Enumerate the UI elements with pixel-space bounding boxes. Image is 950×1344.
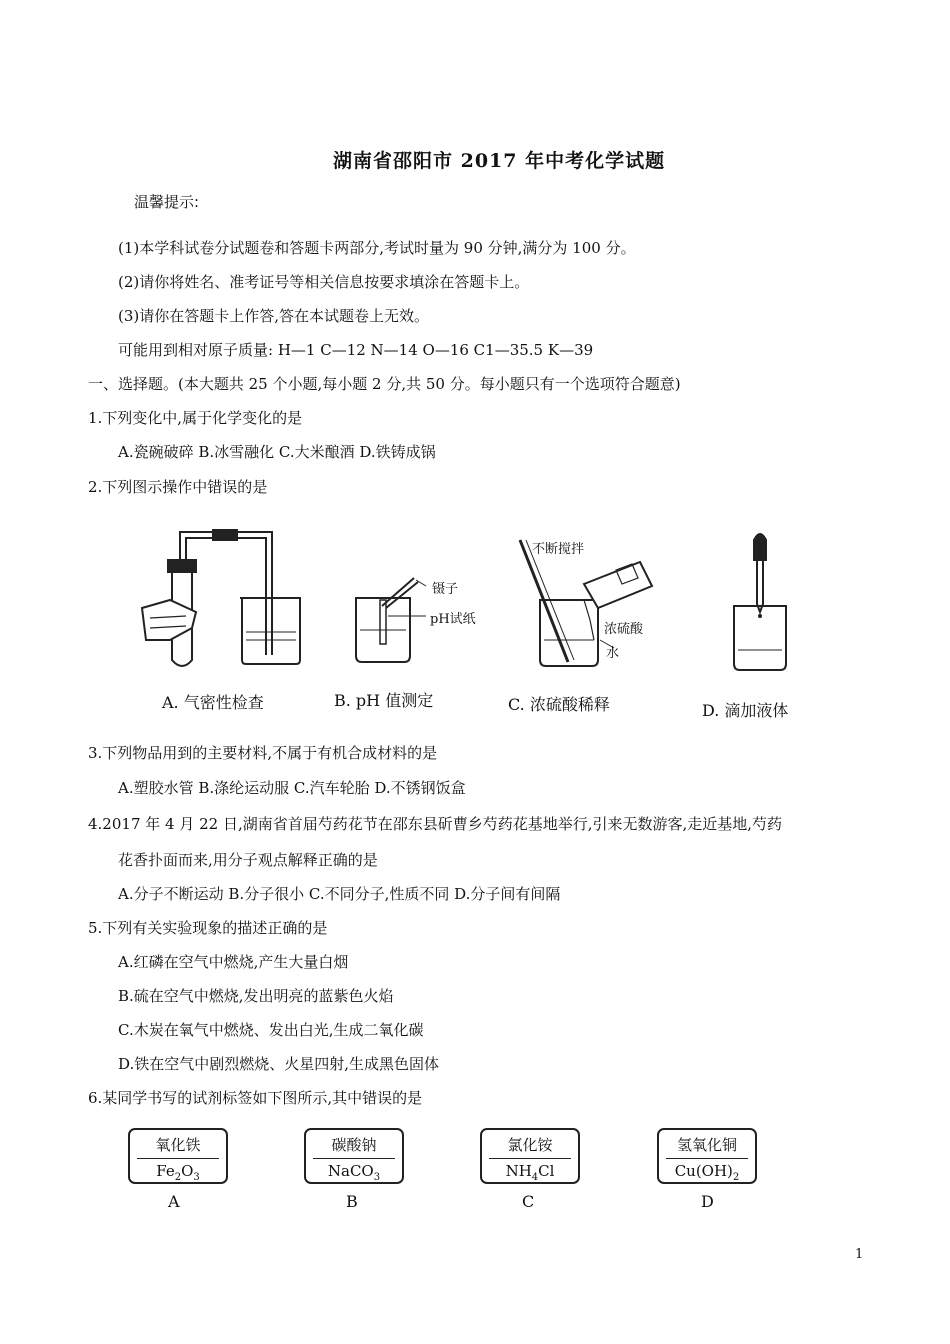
figure-c-dilution (520, 540, 652, 666)
reagent-formula: $Cu(OH)_2$ (674, 1162, 740, 1183)
q4-options: A.分子不断运动 B.分子很小 C.不同分子,性质不同 D.分子间有间隔 (118, 885, 561, 903)
reagent-formula: $NH_4Cl$ (505, 1162, 555, 1183)
figure-d-dropping (734, 534, 786, 670)
tips-heading: 温馨提示: (134, 193, 200, 211)
figure-b-ph-test (356, 578, 426, 662)
q5-option-a: A.红磷在空气中燃烧,产生大量白烟 (118, 953, 349, 971)
reagent-label-c (480, 1128, 580, 1184)
caption-d: D. 滴加液体 (702, 701, 789, 720)
q1-stem: 1.下列变化中,属于化学变化的是 (88, 409, 303, 427)
caption-c: C. 浓硫酸稀释 (508, 695, 610, 714)
reagent-letter-d: D (701, 1192, 714, 1211)
page-number: 1 (855, 1247, 864, 1262)
label-acid: 浓硫酸 (604, 622, 644, 637)
q3-options: A.塑胶水管 B.涤纶运动服 C.汽车轮胎 D.不锈钢饭盒 (118, 779, 466, 797)
caption-a: A. 气密性检查 (162, 693, 264, 712)
reagent-letter-b: B (346, 1192, 358, 1211)
q4-stem-line1: 4.2017 年 4 月 22 日,湖南省首届芍药花节在邵东县斫曹乡芍药花基地举行,引来无数游客,走近基地,芍药 (88, 815, 783, 833)
q6-stem: 6.某同学书写的试剂标签如下图所示,其中错误的是 (88, 1089, 423, 1107)
reagent-name: 氯化铵 (507, 1136, 553, 1154)
label-water: 水 (606, 646, 620, 661)
reagent-label-a (128, 1128, 228, 1184)
reagent-letter-a: A (168, 1192, 180, 1211)
page-title: 湖南省邵阳市 2017 年中考化学试题 (333, 150, 666, 172)
tip-1: (1)本学科试卷分试题卷和答题卡两部分,考试时量为 90 分钟,满分为 100 分。 (118, 239, 636, 257)
reagent-name: 氢氧化铜 (676, 1136, 737, 1154)
reagent-formula: NaCO$_3$ (327, 1162, 381, 1183)
q4-stem-line2: 花香扑面而来,用分子观点解释正确的是 (118, 851, 378, 869)
reagent-formula: $Fe_2O_3$ (156, 1162, 200, 1183)
caption-b: B. pH 值测定 (334, 691, 434, 710)
q5-option-b: B.硫在空气中燃烧,发出明亮的蓝紫色火焰 (118, 987, 394, 1005)
label-stir: 不断搅拌 (532, 542, 585, 557)
reagent-label-b (304, 1128, 404, 1184)
reagent-name: 氧化铁 (155, 1136, 201, 1154)
q5-option-d: D.铁在空气中剧烈燃烧、火星四射,生成黑色固体 (118, 1055, 440, 1073)
reagent-letter-c: C (522, 1192, 535, 1211)
q2-stem: 2.下列图示操作中错误的是 (88, 478, 268, 496)
reagent-label-d (657, 1128, 757, 1184)
atomic-masses: 可能用到相对原子质量: H—1 C—12 N—14 O—16 C1—35.5 K—39 (118, 341, 594, 359)
q5-option-c: C.木炭在氧气中燃烧、发出白光,生成二氧化碳 (118, 1021, 424, 1039)
figure-a-airtightness (142, 529, 300, 666)
label-tweezers: 镊子 (432, 582, 459, 597)
label-ph-paper: pH试纸 (430, 612, 476, 627)
q3-stem: 3.下列物品用到的主要材料,不属于有机合成材料的是 (88, 744, 438, 762)
q1-options: A.瓷碗破碎 B.冰雪融化 C.大米酿酒 D.铁铸成锅 (118, 443, 436, 461)
tip-3: (3)请你在答题卡上作答,答在本试题卷上无效。 (118, 307, 430, 325)
q5-stem: 5.下列有关实验现象的描述正确的是 (88, 919, 328, 937)
tip-2: (2)请你将姓名、准考证号等相关信息按要求填涂在答题卡上。 (118, 273, 530, 291)
reagent-name: 碳酸钠 (331, 1136, 377, 1154)
section-heading: 一、选择题。(本大题共 25 个小题,每小题 2 分,共 50 分。每小题只有一个选项符合题意) (88, 375, 681, 393)
